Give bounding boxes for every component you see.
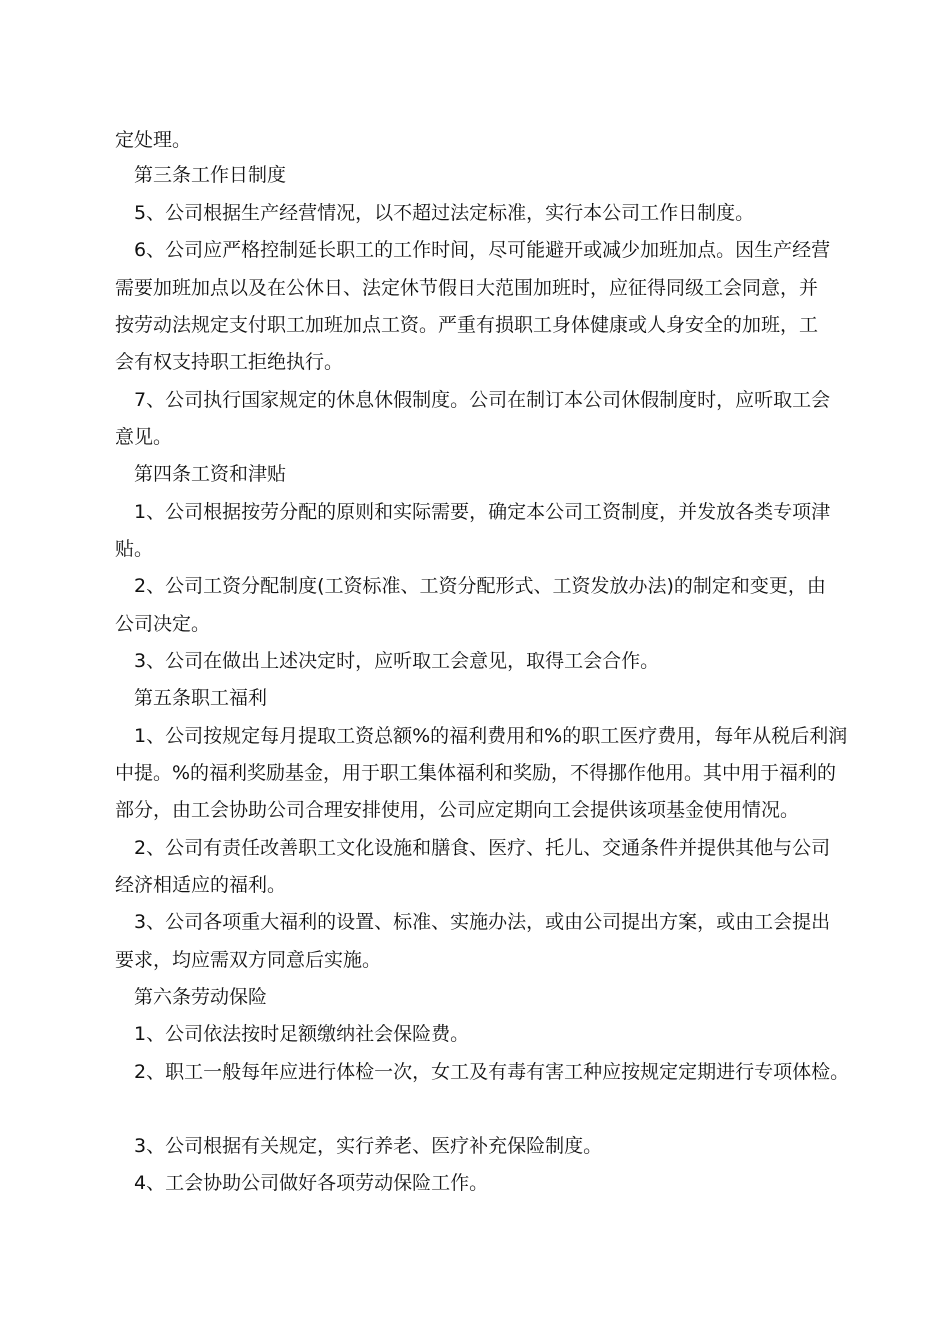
paragraph-line: 3、公司在做出上述决定时，应听取工会意见，取得工会合作。 bbox=[134, 650, 660, 672]
paragraph-line: 公司决定。 bbox=[115, 613, 211, 635]
section-heading-article-3: 第三条工作日制度 bbox=[134, 164, 287, 186]
paragraph-line: 1、公司按规定每月提取工资总额%的福利费用和%的职工医疗费用，每年从税后利润 bbox=[134, 725, 848, 747]
text-line-continuation: 定处理。 bbox=[115, 129, 192, 151]
section-heading-article-5: 第五条职工福利 bbox=[134, 687, 268, 709]
paragraph-line: 2、公司工资分配制度(工资标准、工资分配形式、工资发放办法)的制定和变更，由 bbox=[134, 575, 826, 597]
paragraph-line: 经济相适应的福利。 bbox=[115, 874, 287, 896]
paragraph-line: 贴。 bbox=[115, 538, 154, 560]
paragraph-line: 2、公司有责任改善职工文化设施和膳食、医疗、托儿、交通条件并提供其他与公司 bbox=[134, 837, 831, 859]
paragraph-line: 4、工会协助公司做好各项劳动保险工作。 bbox=[134, 1172, 489, 1194]
section-heading-article-6: 第六条劳动保险 bbox=[134, 986, 268, 1008]
paragraph-line: 5、公司根据生产经营情况，以不超过法定标准，实行本公司工作日制度。 bbox=[134, 202, 755, 224]
paragraph-line: 要求，均应需双方同意后实施。 bbox=[115, 949, 382, 971]
paragraph-line: 3、公司根据有关规定，实行养老、医疗补充保险制度。 bbox=[134, 1135, 603, 1157]
paragraph-line: 中提。%的福利奖励基金，用于职工集体福利和奖励，不得挪作他用。其中用于福利的 bbox=[115, 762, 837, 784]
paragraph-line: 会有权支持职工拒绝执行。 bbox=[115, 351, 344, 373]
section-heading-article-4: 第四条工资和津贴 bbox=[134, 463, 287, 485]
paragraph-line: 1、公司根据按劳分配的原则和实际需要，确定本公司工资制度，并发放各类专项津 bbox=[134, 501, 831, 523]
paragraph-line: 按劳动法规定支付职工加班加点工资。严重有损职工身体健康或人身安全的加班，工 bbox=[115, 314, 819, 336]
paragraph-line: 2、职工一般每年应进行体检一次，女工及有毒有害工种应按规定定期进行专项体检。 bbox=[134, 1061, 850, 1083]
paragraph-line: 6、公司应严格控制延长职工的工作时间，尽可能避开或减少加班加点。因生产经营 bbox=[134, 239, 831, 261]
paragraph-line: 部分，由工会协助公司合理安排使用，公司应定期向工会提供该项基金使用情况。 bbox=[115, 799, 800, 821]
paragraph-line: 需要加班加点以及在公休日、法定休节假日大范围加班时，应征得同级工会同意，并 bbox=[115, 277, 819, 299]
paragraph-line: 意见。 bbox=[115, 426, 173, 448]
paragraph-line: 3、公司各项重大福利的设置、标准、实施办法，或由公司提出方案，或由工会提出 bbox=[134, 911, 831, 933]
paragraph-line: 7、公司执行国家规定的休息休假制度。公司在制订本公司休假制度时，应听取工会 bbox=[134, 389, 831, 411]
paragraph-line: 1、公司依法按时足额缴纳社会保险费。 bbox=[134, 1023, 470, 1045]
